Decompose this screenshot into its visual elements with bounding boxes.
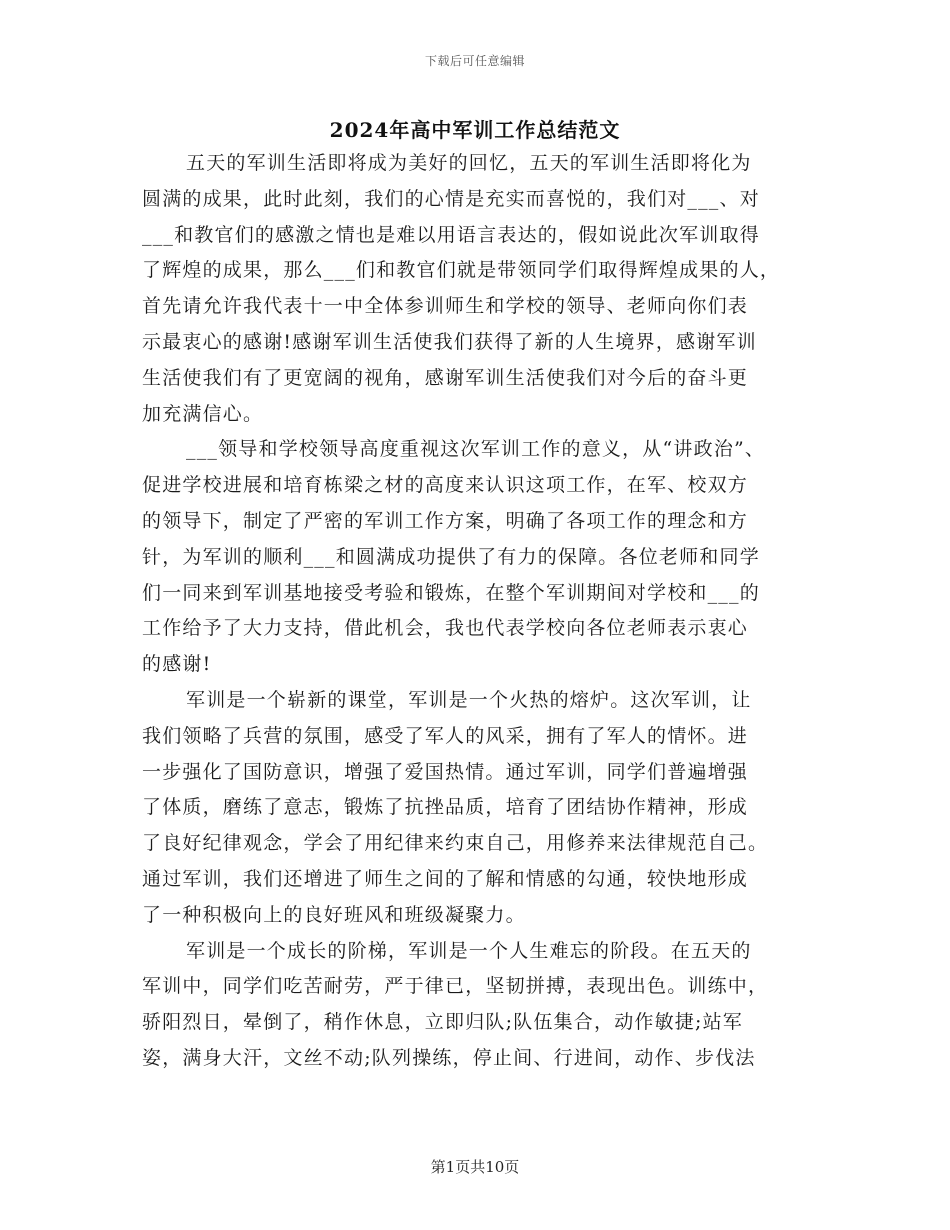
text-line: 了辉煌的成果，那么___们和教官们就是带领同学们取得辉煌成果的人， (142, 259, 781, 282)
text-line: 示最衷心的感谢!感谢军训生活使我们获得了新的人生境界，感谢军训 (142, 330, 757, 353)
text-line: 五天的军训生活即将成为美好的回忆，五天的军训生活即将化为 (186, 152, 752, 174)
text-line: 军训中，同学们吃苦耐劳，严于律已，坚韧拼搏，表现出色。训练中， (142, 975, 769, 998)
text-line: 针，为军训的顺利___和圆满成功提供了有力的保障。各位老师和同学 (142, 545, 760, 568)
paragraph-2 (142, 432, 822, 683)
text-line: 的感谢! (142, 653, 212, 676)
text-line: 生活使我们有了更宽阔的视角，感谢军训生活使我们对今后的奋斗更 (142, 366, 749, 389)
text-line: 骄阳烈日，晕倒了，稍作休息，立即归队;队伍集合，动作敏捷;站军 (142, 1011, 744, 1034)
paragraph-4 (142, 934, 822, 1077)
text-line: 了体质，磨练了意志，锻炼了抗挫品质，培育了团结协作精神，形成 (142, 796, 749, 819)
text-line: ___和教官们的感激之情也是难以用语言表达的，假如说此次军训取得 (142, 223, 760, 246)
text-line: 了一种积极向上的良好班风和班级凝聚力。 (142, 903, 526, 926)
text-line: 姿，满身大汗，文丝不动;队列操练，停止间、行进间，动作、步伐法 (142, 1046, 756, 1069)
text-line: 加充满信心。 (142, 402, 264, 425)
document-title: 2024年高中军训工作总结范文 (329, 118, 621, 142)
text-line: 工作给予了大力支持，借此机会，我也代表学校向各位老师表示衷心 (142, 617, 749, 640)
text-line: ___领导和学校领导高度重视这次军训工作的意义，从“讲政治”、 (186, 438, 766, 461)
text-line: 的领导下，制定了严密的军训工作方案，明确了各项工作的理念和方 (142, 509, 749, 532)
text-line: 首先请允许我代表十一中全体参训师生和学校的领导、老师向你们表 (142, 295, 749, 318)
text-line: 促进学校进展和培育栋梁之材的高度来认识这项工作，在军、校双方 (142, 474, 749, 497)
text-line: 们一同来到军训基地接受考验和锻炼，在整个军训期间对学校和___的 (142, 581, 760, 604)
text-line: 我们领略了兵营的氛围，感受了军人的风采，拥有了军人的情怀。进 (142, 724, 749, 747)
text-line: 圆满的成果，此时此刻，我们的心情是充实而喜悦的，我们对___、对 (142, 187, 760, 210)
text-line: 通过军训，我们还增进了师生之间的了解和情感的勾通，较快地形成 (142, 867, 749, 890)
page-header-note: 下载后可任意编辑 (424, 54, 525, 68)
text-line: 军训是一个成长的阶梯，军训是一个人生难忘的阶段。在五天的 (186, 939, 752, 962)
text-line: 了良好纪律观念，学会了用纪律来约束自己，用修养来法律规范自己。 (142, 832, 769, 855)
text-line: 军训是一个崭新的课堂，军训是一个火热的熔炉。这次军训，让 (186, 688, 752, 711)
page-number: 第1页共10页 (430, 1158, 520, 1176)
paragraph-1 (142, 146, 822, 432)
text-line: 一步强化了国防意识，增强了爱国热情。通过军训，同学们普遍增强 (142, 760, 749, 783)
paragraph-3 (142, 683, 822, 934)
document-body (142, 146, 822, 1077)
